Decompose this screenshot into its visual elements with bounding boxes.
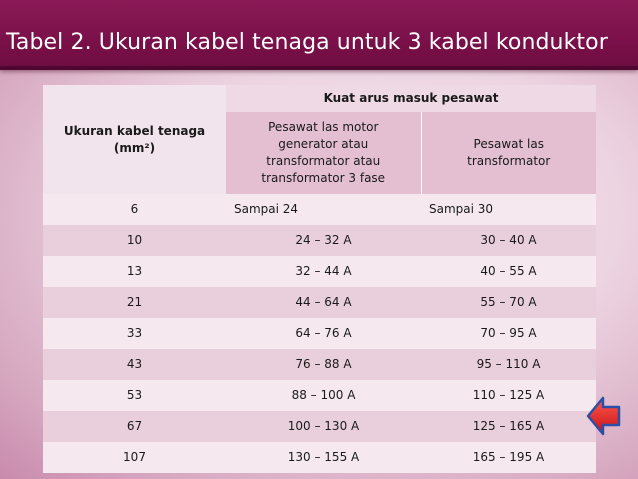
cable-size-table [43,85,596,473]
table-row [43,225,596,256]
table-row [43,318,596,349]
cell-current-motor-generator: 88 – 100 A [226,380,421,411]
cell-current-transformator: 55 – 70 A [421,287,596,318]
cell-current-motor-generator: 24 – 32 A [226,225,421,256]
cell-cable-size: 33 [43,318,226,349]
cell-current-transformator: 95 – 110 A [421,349,596,380]
title-bar-underline [0,66,638,70]
current-group-header: Kuat arus masuk pesawat [323,91,499,105]
cell-cable-size: 53 [43,380,226,411]
cell-current-motor-generator: 130 – 155 A [226,442,421,473]
cell-current-transformator: 70 – 95 A [421,318,596,349]
cell-current-transformator: 40 – 55 A [421,256,596,287]
back-button[interactable] [586,395,622,437]
subheader-transformator: Pesawat las transformator [421,112,596,194]
slide-title: Tabel 2. Ukuran kabel tenaga untuk 3 kabel konduktor [6,30,608,55]
cell-current-transformator: 125 – 165 A [421,411,596,442]
cell-current-motor-generator: 64 – 76 A [226,318,421,349]
cell-cable-size: 21 [43,287,226,318]
table-row [43,194,596,225]
cell-current-motor-generator: Sampai 24 [226,194,421,225]
cell-current-transformator: Sampai 30 [421,194,596,225]
title-bar [0,0,638,70]
cell-cable-size: 10 [43,225,226,256]
cell-cable-size: 107 [43,442,226,473]
subheader-motor-generator: Pesawat las motor generator atau transformator atau transformator 3 fase [226,112,421,194]
table-row [43,442,596,473]
cell-cable-size: 67 [43,411,226,442]
table-row [43,256,596,287]
table-row [43,287,596,318]
table-row [43,411,596,442]
cell-current-motor-generator: 32 – 44 A [226,256,421,287]
cell-cable-size: 6 [43,194,226,225]
cell-current-transformator: 30 – 40 A [421,225,596,256]
table-row [43,380,596,411]
cell-cable-size: 13 [43,256,226,287]
cell-current-transformator: 110 – 125 A [421,380,596,411]
table-body [43,194,596,473]
cell-current-motor-generator: 100 – 130 A [226,411,421,442]
table-row [43,349,596,380]
cell-current-motor-generator: 44 – 64 A [226,287,421,318]
left-arrow-icon [586,395,622,437]
table-header-row [43,85,596,112]
cell-current-transformator: 165 – 195 A [421,442,596,473]
cable-size-header: Ukuran kabel tenaga (mm²) [43,85,226,194]
cell-current-motor-generator: 76 – 88 A [226,349,421,380]
cell-cable-size: 43 [43,349,226,380]
